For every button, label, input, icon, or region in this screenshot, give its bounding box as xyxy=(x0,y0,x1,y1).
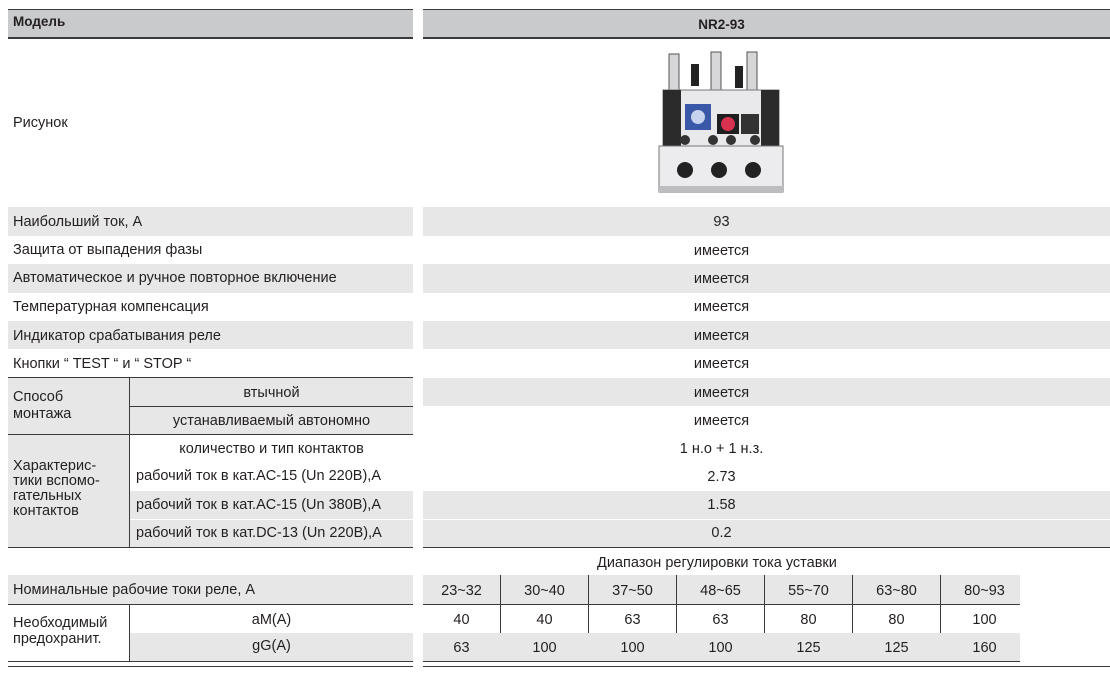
header-top-line-right xyxy=(423,9,1110,10)
mount-item-standalone: устанавливаемый автономно xyxy=(172,413,371,429)
aux-item-dc13-220: рабочий ток в кат.DC-13 (Un 220В),А xyxy=(136,525,382,541)
row-value-temp-comp: имеется xyxy=(693,299,750,315)
row-value-phase-loss: имеется xyxy=(693,243,750,259)
header-bottom-line-left xyxy=(8,37,413,39)
aux-item-count: количество и тип контактов xyxy=(179,441,364,457)
range-value: 48~65 xyxy=(700,583,741,599)
aux-item-ac15-380: рабочий ток в кат.AC-15 (Un 380В),А xyxy=(136,497,381,513)
header-top-line-left xyxy=(8,9,413,10)
fuse-am-label: aM(A) xyxy=(251,612,292,628)
fuse-am-value: 100 xyxy=(972,612,997,628)
fuse-gg-value: 100 xyxy=(620,640,645,656)
fuse-am-value: 80 xyxy=(888,612,905,628)
fuse-am-value: 63 xyxy=(624,612,641,628)
row-label-buttons: Кнопки “ TEST “ и “ STOP “ xyxy=(13,356,192,372)
range-value: 55~70 xyxy=(788,583,829,599)
fuse-gg-value: 100 xyxy=(708,640,733,656)
aux-sep-line-r xyxy=(423,519,1110,520)
table-end-line-r xyxy=(423,666,1110,667)
fuse-am-value: 40 xyxy=(536,612,553,628)
aux-value-ac15-380: 1.58 xyxy=(707,497,736,513)
row-value-trip-indicator: имеется xyxy=(693,328,750,344)
aux-bottom-line xyxy=(8,547,413,548)
row-value-max-current: 93 xyxy=(713,214,730,230)
aux-value-count: 1 н.о + 1 н.з. xyxy=(679,441,764,457)
fuse-gg-value: 125 xyxy=(796,640,821,656)
fuse-gg-value: 125 xyxy=(884,640,909,656)
fuse-top-line-r xyxy=(423,604,1020,605)
fuse-am-value: 80 xyxy=(800,612,817,628)
header-model-value: NR2-93 xyxy=(698,17,745,32)
range-value: 63~80 xyxy=(876,583,917,599)
mount-item-standalone-value: имеется xyxy=(693,413,750,429)
fuse-gg-value: 63 xyxy=(453,640,470,656)
row-label-trip-indicator: Индикатор срабатывания реле xyxy=(13,328,221,344)
fuse-am-value: 40 xyxy=(453,612,470,628)
fuse-top-line xyxy=(8,604,413,605)
aux-bottom-line-r xyxy=(423,547,1110,548)
aux-label: Характерис- тики вспомо- гательных контактов xyxy=(13,458,100,519)
row-value-reset: имеется xyxy=(693,271,750,287)
fuse-bottom-line-r xyxy=(423,661,1020,662)
mount-mid-line xyxy=(130,406,413,407)
mount-label: Способ монтажа xyxy=(13,389,72,422)
fuse-am-value: 63 xyxy=(712,612,729,628)
row-label-max-current: Наибольший ток, А xyxy=(13,214,143,230)
fuse-gg-value: 100 xyxy=(532,640,557,656)
mount-item-plugin-value: имеется xyxy=(693,385,750,401)
aux-item-ac15-220: рабочий ток в кат.AC-15 (Un 220В),А xyxy=(136,468,381,484)
aux-value-ac15-220: 2.73 xyxy=(707,469,736,485)
range-value: 80~93 xyxy=(964,583,1005,599)
range-value: 37~50 xyxy=(612,583,653,599)
mount-item-plugin: втычной xyxy=(243,385,300,401)
header-model-label: Модель xyxy=(13,14,66,29)
row-value-buttons: имеется xyxy=(693,356,750,372)
range-value: 23~32 xyxy=(441,583,482,599)
picture-label: Рисунок xyxy=(13,115,68,131)
aux-sep-line xyxy=(130,519,413,520)
aux-value-dc13-220: 0.2 xyxy=(711,525,732,541)
relay-picture xyxy=(655,48,787,194)
table-end-line xyxy=(8,666,413,667)
mount-top-line xyxy=(8,377,413,378)
fuse-gg-value: 160 xyxy=(972,640,997,656)
range-title: Диапазон регулировки тока уставки xyxy=(597,555,837,571)
fuse-label: Необходимый предохранит. xyxy=(13,615,108,647)
row-label-phase-loss: Защита от выпадения фазы xyxy=(13,242,203,258)
row-label-temp-comp: Температурная компенсация xyxy=(13,299,209,315)
range-value: 30~40 xyxy=(524,583,565,599)
range-label: Номинальные рабочие токи реле, А xyxy=(13,582,256,598)
row-label-reset: Автоматическое и ручное повторное включение xyxy=(13,270,337,286)
header-left-cell xyxy=(8,10,413,38)
header-bottom-line-right xyxy=(423,37,1110,39)
fuse-gg-label: gG(A) xyxy=(252,638,291,654)
fuse-bottom-line xyxy=(8,661,413,662)
